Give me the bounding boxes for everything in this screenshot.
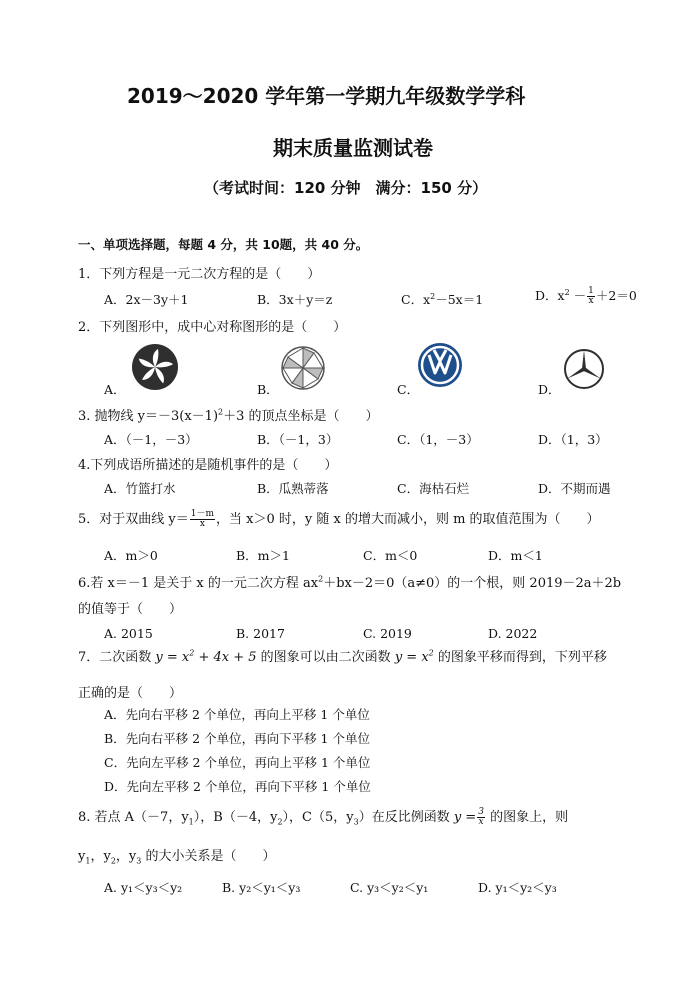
q7-option-d: D．先向左平移 2 个单位，再向下平移 1 个单位 — [104, 779, 371, 794]
volkswagen-logo-icon — [417, 342, 463, 388]
q2-option-a: A． — [104, 382, 126, 397]
q7-stem-line1: 7．二次函数 $y = x^2 + 4x + 5$ 的图象可以由二次函数 $y = x^2$ 的图象平移而得到，下列平移 — [78, 648, 607, 665]
pinwheel-icon — [280, 345, 326, 391]
q6-stem-line2: 的值等于（ ） — [78, 602, 183, 617]
q8-option-b: B. y₂＜y₁＜y₃ — [222, 880, 301, 895]
q8-stem-line1: 8. 若点 A（－7，$y_1$），B（－4，$y_2$），C（5，$y_3$）在反比例函数 y = $\frac{3}{x}$ 的图象上，则 — [78, 807, 569, 827]
q3-option-a: A．（－1，－3） — [104, 432, 198, 447]
q2-option-c: C． — [397, 382, 420, 397]
q4-stem: 4.下列成语所描述的是随机事件的是（ ） — [78, 458, 338, 473]
mercedes-star-icon — [562, 347, 606, 391]
q6-option-a: A. 2015 — [104, 626, 153, 641]
q1-stem: 1．下列方程是一元二次方程的是（ ） — [78, 267, 321, 282]
q2-option-d: D． — [538, 382, 561, 397]
q5-stem: 5．对于双曲线 y＝ $\frac{1-m}{x}$ ，当 x＞0 时，y 随 x 的增大而减小，则 m 的取值范围为（ ） — [78, 509, 600, 529]
q3-option-b: B．（－1，3） — [257, 432, 339, 447]
q2-option-b: B． — [257, 382, 279, 397]
q6-option-b: B. 2017 — [236, 626, 285, 641]
q7-option-a: A．先向右平移 2 个单位，再向上平移 1 个单位 — [104, 707, 370, 722]
q7-option-b: B．先向右平移 2 个单位，再向下平移 1 个单位 — [104, 731, 370, 746]
q4-option-a: A．竹篮打水 — [104, 481, 176, 496]
q3-option-d: D．（1，3） — [538, 432, 608, 447]
q8-stem-line2: $y_1$，$y_2$，$y_3$ 的大小关系是（ ） — [78, 849, 276, 866]
q6-option-d: D. 2022 — [488, 626, 538, 641]
hong-kong-flower-icon — [131, 343, 179, 391]
q5-option-a: A．m＞0 — [104, 548, 158, 563]
page-title-line2: 期末质量监测试卷 — [273, 136, 433, 160]
q8-option-c: C. y₃＜y₂＜y₁ — [350, 880, 429, 895]
q5-option-c: C．m＜0 — [363, 548, 418, 563]
q3-option-c: C．（1，－3） — [397, 432, 479, 447]
page-title-line1: 2019～2020 学年第一学期九年级数学学科 — [127, 84, 526, 108]
q5-option-d: D．m＜1 — [488, 548, 543, 563]
q8-option-d: D. y₁＜y₂＜y₃ — [478, 880, 557, 895]
section1-heading: 一、单项选择题，每题 4 分，共 10题，共 40 分。 — [78, 237, 369, 252]
exam-info: （考试时间：120 分钟 满分：150 分） — [204, 179, 488, 197]
q1-option-a: A．2x－3y＋1 — [104, 292, 189, 307]
q7-option-c: C．先向左平移 2 个单位，再向上平移 1 个单位 — [104, 755, 371, 770]
q1-option-c: C．$x^2-5x=1$ — [401, 291, 484, 307]
q4-option-c: C．海枯石烂 — [397, 481, 470, 496]
q7-stem-line2: 正确的是（ ） — [78, 686, 183, 701]
q2-stem: 2．下列图形中，成中心对称图形的是（ ） — [78, 320, 347, 335]
q1-option-b: B．3x＋y＝z — [257, 292, 333, 307]
q1-option-d: D．$x^2$ － $\frac{1}{x}$ ＋2＝0 — [535, 286, 637, 306]
q6-stem-line1: 6.若 x＝－1 是关于 x 的一元二次方程 $ax^2+bx-2=0(a\ne 0)$的一个根，则 2019－2a＋2b — [78, 574, 622, 591]
q6-option-c: C. 2019 — [363, 626, 412, 641]
q4-option-d: D．不期而遇 — [538, 481, 611, 496]
q4-option-b: B．瓜熟蒂落 — [257, 481, 329, 496]
q5-option-b: B．m＞1 — [236, 548, 290, 563]
q8-option-a: A. y₁＜y₃＜y₂ — [104, 880, 183, 895]
q3-stem: 3. 抛物线 $y=-3(x-1)^2+3$ 的顶点坐标是（ ） — [78, 407, 379, 424]
